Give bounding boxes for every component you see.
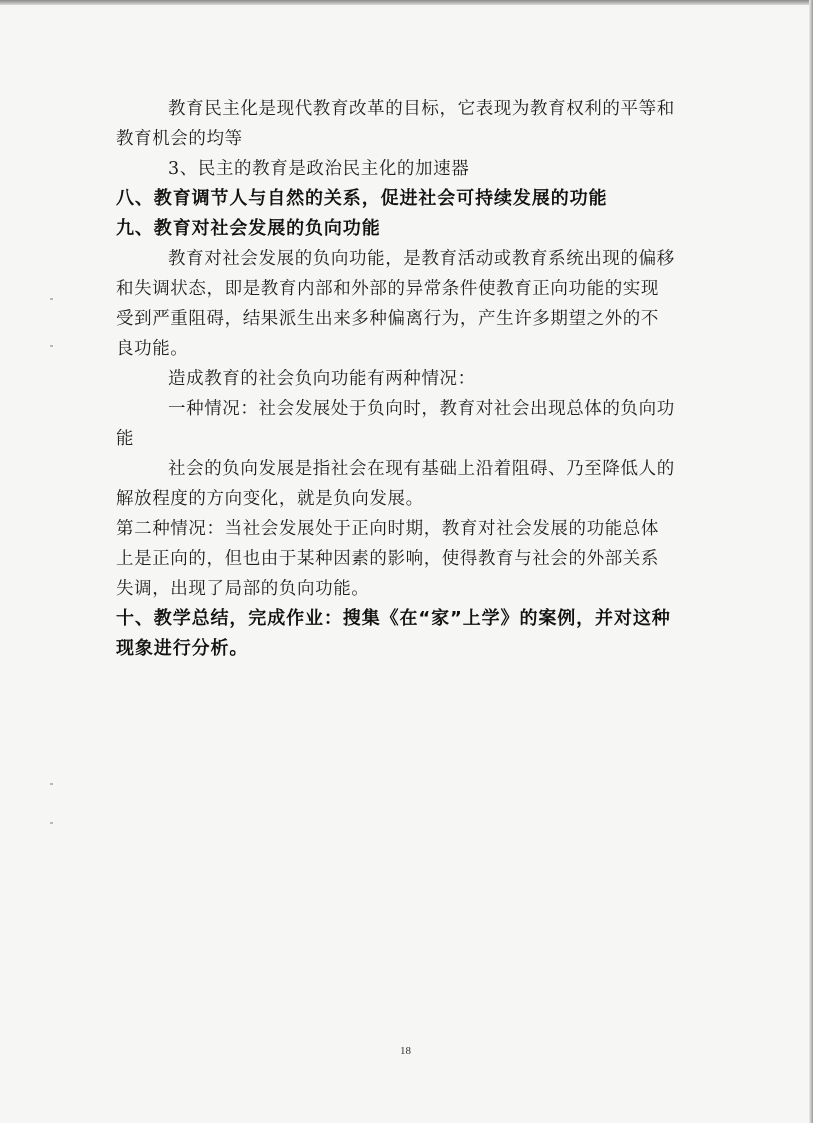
punch-mark [50,822,53,824]
section-heading: 现象进行分析。 [116,638,249,659]
paragraph-line: 解放程度的方向变化，就是负向发展。 [116,489,424,509]
document-body [116,94,690,664]
paragraph-line: 造成教育的社会负向功能有两种情况： [168,369,476,389]
paragraph-line: 一种情况：社会发展处于负向时，教育对社会出现总体的负向功 [168,399,675,419]
paragraph-line: 教育对社会发展的负向功能，是教育活动或教育系统出现的偏移 [168,249,675,269]
punch-mark [50,345,53,347]
paragraph-line: 教育机会的均等 [116,129,243,149]
paragraph-line: 失调，出现了局部的负向功能。 [116,579,370,599]
paragraph-line: 良功能。 [116,339,189,359]
section-heading: 十、教学总结，完成作业：搜集《在“家”上学》的案例，并对这种 [116,608,671,629]
section-heading: 八、教育调节人与自然的关系，促进社会可持续发展的功能 [116,188,608,209]
punch-mark [50,783,53,785]
paragraph-line: 第二种情况：当社会发展处于正向时期，教育对社会发展的功能总体 [116,519,659,539]
paragraph-line: 和失调状态，即是教育内部和外部的异常条件使教育正向功能的实现 [116,279,659,299]
paragraph-line: 能 [116,429,135,449]
punch-mark [50,298,53,300]
paragraph-line: 3、民主的教育是政治民主化的加速器 [168,159,470,179]
scan-right-edge [809,0,813,1123]
paragraph-line: 教育民主化是现代教育改革的目标，它表现为教育权利的平等和 [168,99,675,119]
section-heading: 九、教育对社会发展的负向功能 [116,218,381,239]
paragraph-line: 社会的负向发展是指社会在现有基础上沿着阻碍、乃至降低人的 [168,459,675,479]
paragraph-line: 上是正向的，但也由于某种因素的影响，使得教育与社会的外部关系 [116,549,659,569]
page-number: 18 [400,1045,411,1057]
scan-top-edge [0,0,813,5]
paragraph-line: 受到严重阻碍，结果派生出来多种偏离行为，产生许多期望之外的不 [116,309,659,329]
